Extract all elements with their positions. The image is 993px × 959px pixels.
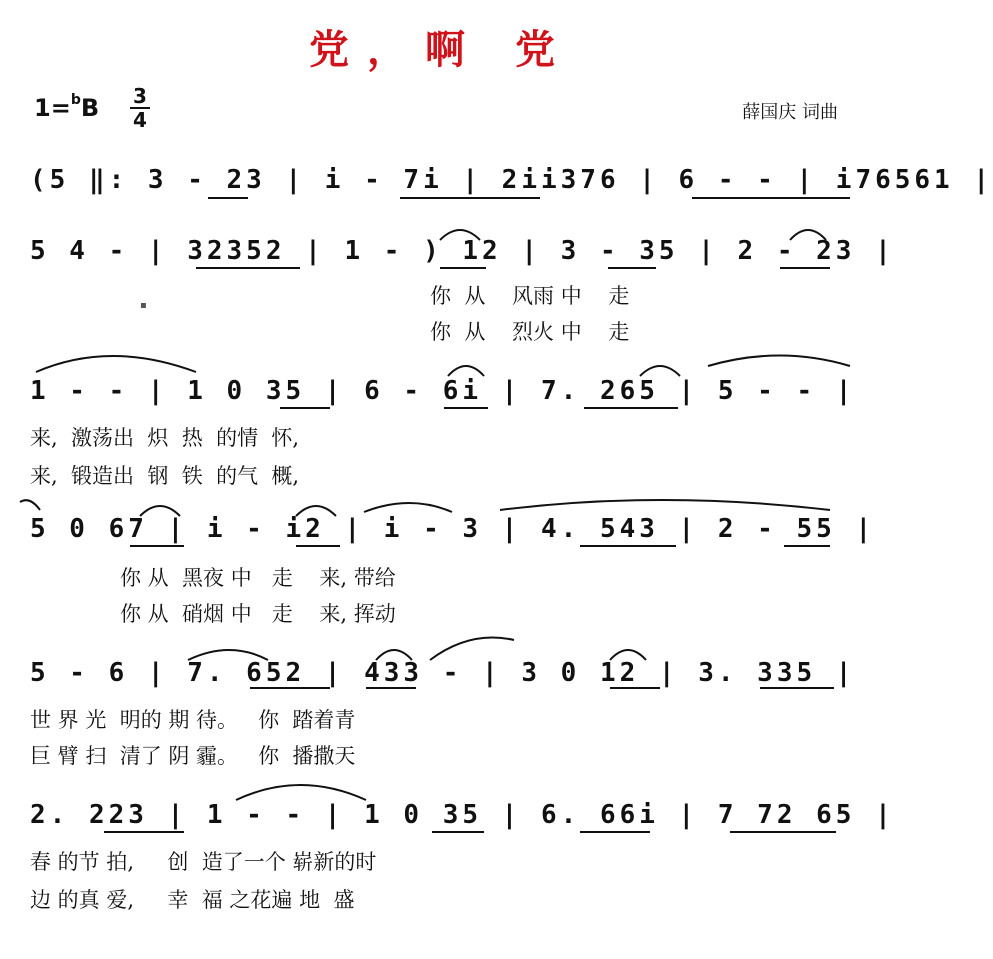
slur-mark [640,366,680,376]
song-title: 党，啊 党 [309,27,573,73]
slur-mark [296,506,336,516]
lyric-line-2b: 你 从 烈火 中 走 [430,320,630,344]
score-line-4: 5 0 67 | i - i2 | i - 3 | 4. 543 | 2 - 55 | [30,514,876,544]
score-line-1: (5 ‖: 3 - 23 | i - 7i | 2ii376 | 6 - - | i76561 | [30,165,993,195]
time-signature-bottom: 4 [133,108,147,132]
slur-mark [236,785,366,800]
slur-mark [364,503,452,512]
slur-mark [440,230,480,240]
scan-speck: ▪ [140,300,147,311]
lyric-line-3a: 来, 激荡出 炽 热 的情 怀, [30,426,300,450]
slur-mark [140,506,180,516]
lyric-line-5b: 巨 臂 扫 清了 阴 霾。 你 播撒天 [30,744,356,768]
score-line-3: 1 - - | 1 0 35 | 6 - 6i | 7. 265 | 5 - - | [30,376,856,406]
slur-mark [610,650,646,660]
score-line-2: 5 4 - | 32352 | 1 - ) 12 | 3 - 35 | 2 - 23 | [30,236,895,266]
lyric-line-2a: 你 从 风雨 中 走 [430,284,630,308]
composer-credit: 薛国庆 词曲 [742,102,838,123]
lyric-line-6b: 边 的真 爱, 幸 福 之花遍 地 盛 [30,888,355,912]
slur-mark [708,356,850,367]
lyric-line-5a: 世 界 光 明的 期 待。 你 踏着青 [30,708,356,732]
slur-mark [36,356,196,372]
lyric-line-4b: 你 从 硝烟 中 走 来, 挥动 [120,602,396,626]
slur-mark [188,650,268,660]
key-note: B [80,94,100,122]
time-signature-top: 3 [133,84,147,108]
slur-mark [430,638,514,661]
lyric-line-4a: 你 从 黑夜 中 走 来, 带给 [120,566,396,590]
lyric-line-6a: 春 的节 拍, 创 造了一个 崭新的时 [30,850,377,874]
slur-mark [448,366,484,376]
slur-mark [376,650,412,660]
lyric-line-3b: 来, 锻造出 钢 铁 的气 概, [30,464,300,488]
key-prefix: 1= [34,94,71,122]
flat-sign: b [70,92,81,108]
slur-mark [790,230,826,240]
slur-mark [500,500,830,510]
slur-mark [20,500,40,510]
score-line-6: 2. 223 | 1 - - | 1 0 35 | 6. 66i | 7 72 65 | [30,800,895,830]
score-line-5: 5 - 6 | 7. 652 | 433 - | 3 0 12 | 3. 335 | [30,658,856,688]
